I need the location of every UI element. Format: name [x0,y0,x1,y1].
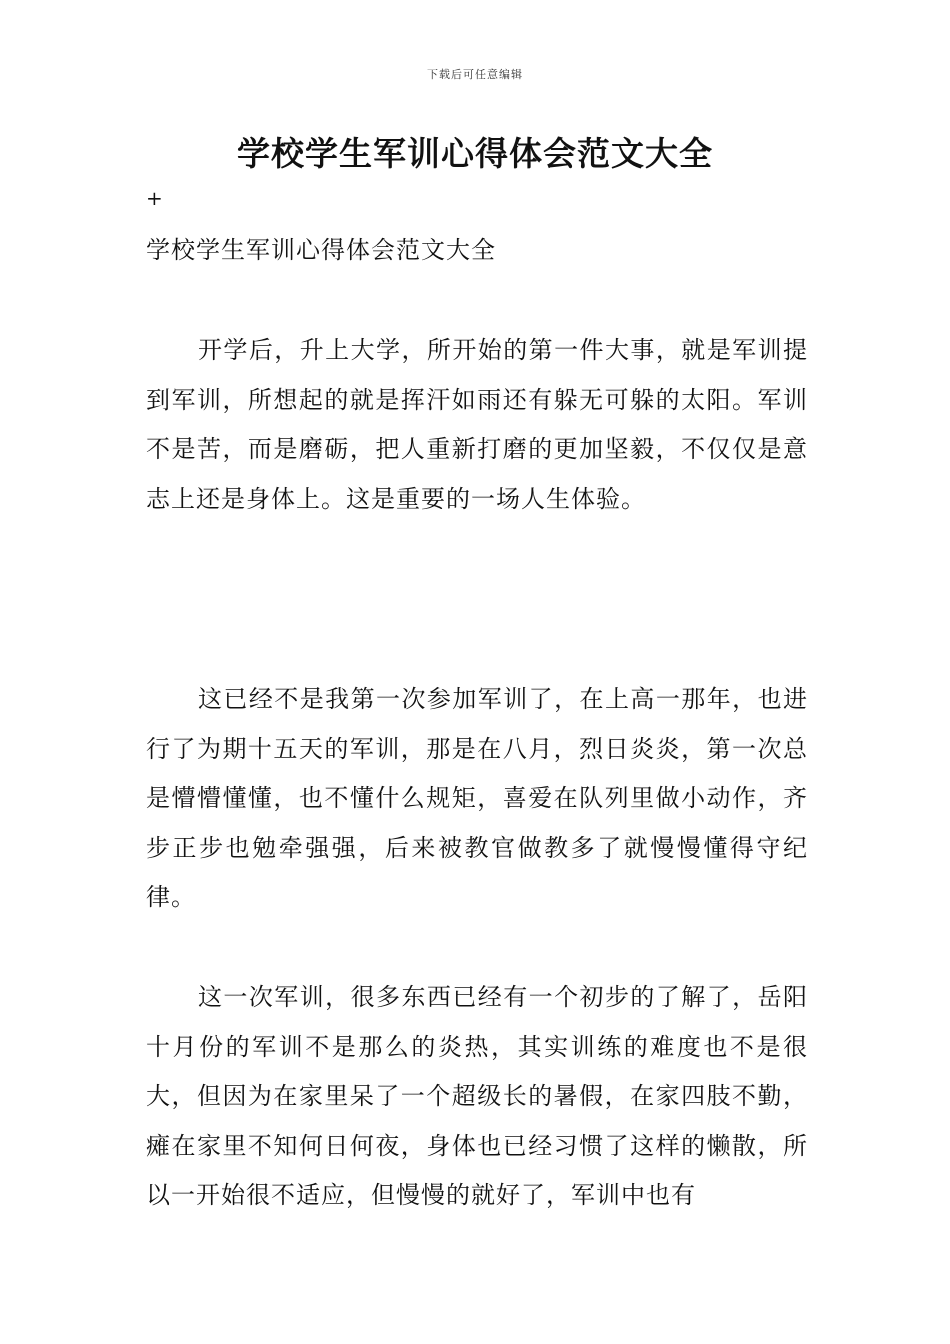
header-note: 下载后可任意编辑 [427,68,523,81]
body-paragraph: 这已经不是我第一次参加军训了，在上高一那年，也进行了为期十五天的军训，那是在八月，烈日炎炎，第一次总是懵懵懂懂，也不懂什么规矩，喜爱在队列里做小动作，齐步正步也勉牵强强，后来被教官做教多了就慢慢懂得守纪律。 [146,685,808,911]
plus-mark: + [146,186,163,210]
body-paragraph: 开学后，升上大学，所开始的第一件大事，就是军训提到军训，所想起的就是挥汗如雨还有躲无可躲的太阳。军训不是苦，而是磨砺，把人重新打磨的更加坚毅，不仅仅是意志上还是身体上。这是重要的一场人生体验。 [146,336,808,513]
document-title: 学校学生军训心得体会范文大全 [237,134,713,173]
document-subtitle: 学校学生军训心得体会范文大全 [146,236,496,264]
body-paragraph: 这一次军训，很多东西已经有一个初步的了解了，岳阳十月份的军训不是那么的炎热，其实训练的难度也不是很大，但因为在家里呆了一个超级长的暑假，在家四肢不勤，瘫在家里不知何日何夜，身体也已经习惯了这样的懒散，所以一开始很不适应，但慢慢的就好了，军训中也有 [146,983,808,1209]
